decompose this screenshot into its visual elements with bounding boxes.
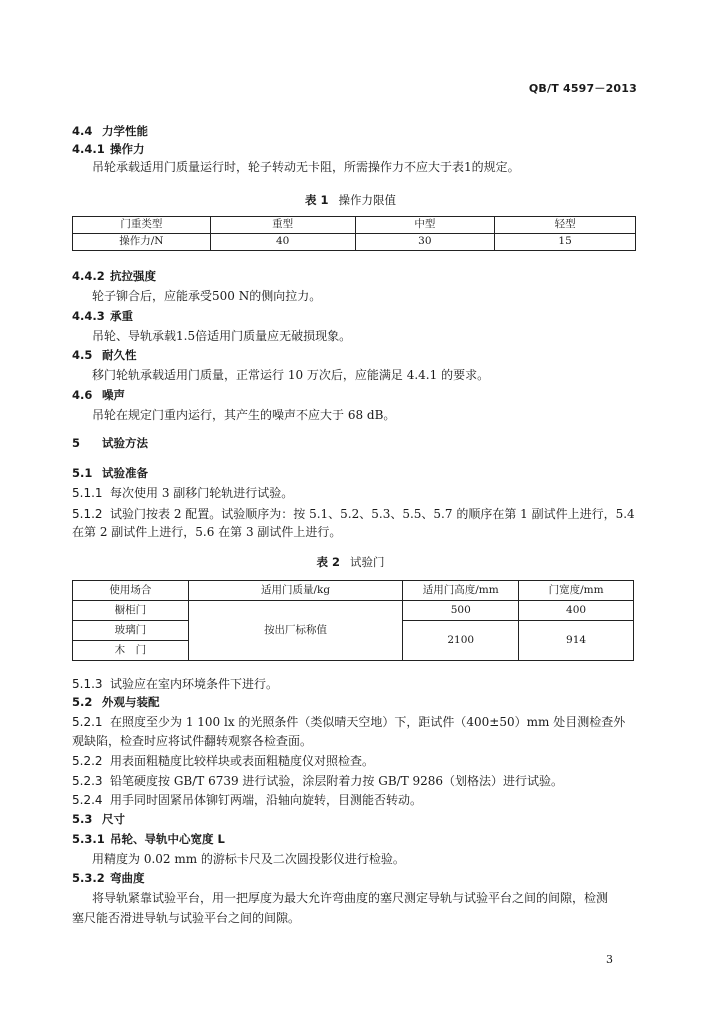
table1 (72, 216, 636, 251)
para-5-2-4: 5.2.4 用手同时固紧吊体铆钉两端，沿轴向旋转，目测能否转动。 (72, 793, 423, 807)
para-4-5: 移门轮轨承载适用门质量，正常运行 10 万次后，应能满足 4.4.1 的要求。 (92, 368, 490, 382)
para-4-4-1: 吊轮承载适用门质量运行时，轮子转动无卡阻，所需操作力不应大于表1的规定。 (92, 160, 520, 174)
para-5-1-1: 5.1.1 每次使用 3 副移门轮轨进行试验。 (72, 486, 294, 500)
table2-header-cell: 适用门质量/kg (188, 581, 403, 601)
table2-cell: 400 (519, 601, 634, 621)
heading-4-5: 4.5 耐久性 (72, 348, 137, 362)
para-4-4-2: 轮子铆合后，应能承受500 N的侧向拉力。 (92, 289, 322, 303)
table2-header-row (73, 581, 634, 601)
para-5-3-1: 用精度为 0.02 mm 的游标卡尺及二次圆投影仪进行检验。 (92, 852, 405, 866)
para-5-3-2: 将导轨紧靠试验平台，用一把厚度为最大允许弯曲度的塞尺测定导轨与试验平台之间的间隙，检测 (92, 891, 609, 905)
table2-cell: 2100 (403, 621, 519, 661)
table2-header-cell: 使用场合 (73, 581, 189, 601)
para-5-1-2: 5.1.2 试验门按表 2 配置。试验顺序为：按 5.1、5.2、5.3、5.5、5.7 的顺序在第 1 副试件上进行，5.4 (72, 507, 635, 521)
table1-caption: 表 1 操作力限值 (304, 193, 396, 207)
para-4-6: 吊轮在规定门重内运行，其产生的噪声不应大于 68 dB。 (92, 408, 396, 422)
para-5-3-2-cont: 塞尺能否滑进导轨与试验平台之间的间隙。 (72, 911, 301, 925)
table2-caption: 表 2 试验门 (316, 555, 385, 569)
table1-cell: 40 (210, 234, 355, 251)
table1-header-cell: 轻型 (495, 217, 636, 234)
table2-header-cell: 门宽度/mm (519, 581, 634, 601)
table1-header-cell: 重型 (210, 217, 355, 234)
table1-header-row (73, 217, 636, 234)
table1-cell: 操作力/N (73, 234, 211, 251)
para-5-1-2-cont: 在第 2 副试件上进行，5.6 在第 3 副试件上进行。 (72, 525, 342, 539)
heading-5: 5 试验方法 (72, 436, 148, 450)
para-4-4-3: 吊轮、导轨承载1.5倍适用门质量应无破损现象。 (92, 329, 352, 343)
heading-5-3: 5.3 尺寸 (72, 812, 125, 826)
heading-5-1: 5.1 试验准备 (72, 466, 148, 480)
table2-header-cell: 适用门高度/mm (403, 581, 519, 601)
heading-4-4-1: 4.4.1 操作力 (72, 142, 145, 156)
table2-cell: 500 (403, 601, 519, 621)
table2-cell: 按出厂标称值 (188, 601, 403, 661)
table2-row (73, 601, 634, 621)
para-5-2-1: 5.2.1 在照度至少为 1 100 lx 的光照条件（类似晴天空地）下，距试件（400±50）mm 处目测检查外 (72, 715, 626, 729)
table2-cell: 橱柜门 (73, 601, 189, 621)
table2-cell: 914 (519, 621, 634, 661)
heading-4-4-2: 4.4.2 抗拉强度 (72, 269, 156, 283)
heading-4-4-3: 4.4.3 承重 (72, 309, 133, 323)
table1-row (73, 234, 636, 251)
heading-5-3-2: 5.3.2 弯曲度 (72, 871, 145, 885)
heading-4-6: 4.6 噪声 (72, 388, 125, 402)
table2-cell: 玻璃门 (73, 621, 189, 641)
standard-code: QB/T 4597－2013 (528, 82, 637, 95)
table1-cell: 30 (355, 234, 495, 251)
table2 (72, 580, 634, 661)
heading-4-4: 4.4 力学性能 (72, 124, 148, 138)
para-5-2-1-cont: 观缺陷，检查时应将试件翻转观察各检查面。 (72, 734, 313, 748)
heading-5-2: 5.2 外观与装配 (72, 695, 160, 709)
para-5-1-3: 5.1.3 试验应在室内环境条件下进行。 (72, 677, 279, 691)
table1-header-cell: 门重类型 (73, 217, 211, 234)
table1-header-cell: 中型 (355, 217, 495, 234)
page-number: 3 (606, 953, 613, 966)
heading-5-3-1: 5.3.1 吊轮、导轨中心宽度 L (72, 832, 225, 846)
table2-cell: 木 门 (73, 641, 189, 661)
para-5-2-2: 5.2.2 用表面粗糙度比较样块或表面粗糙度仪对照检查。 (72, 754, 375, 768)
para-5-2-3: 5.2.3 铅笔硬度按 GB/T 6739 进行试验，涂层附着力按 GB/T 9286（划格法）进行试验。 (72, 774, 564, 788)
table1-cell: 15 (495, 234, 636, 251)
